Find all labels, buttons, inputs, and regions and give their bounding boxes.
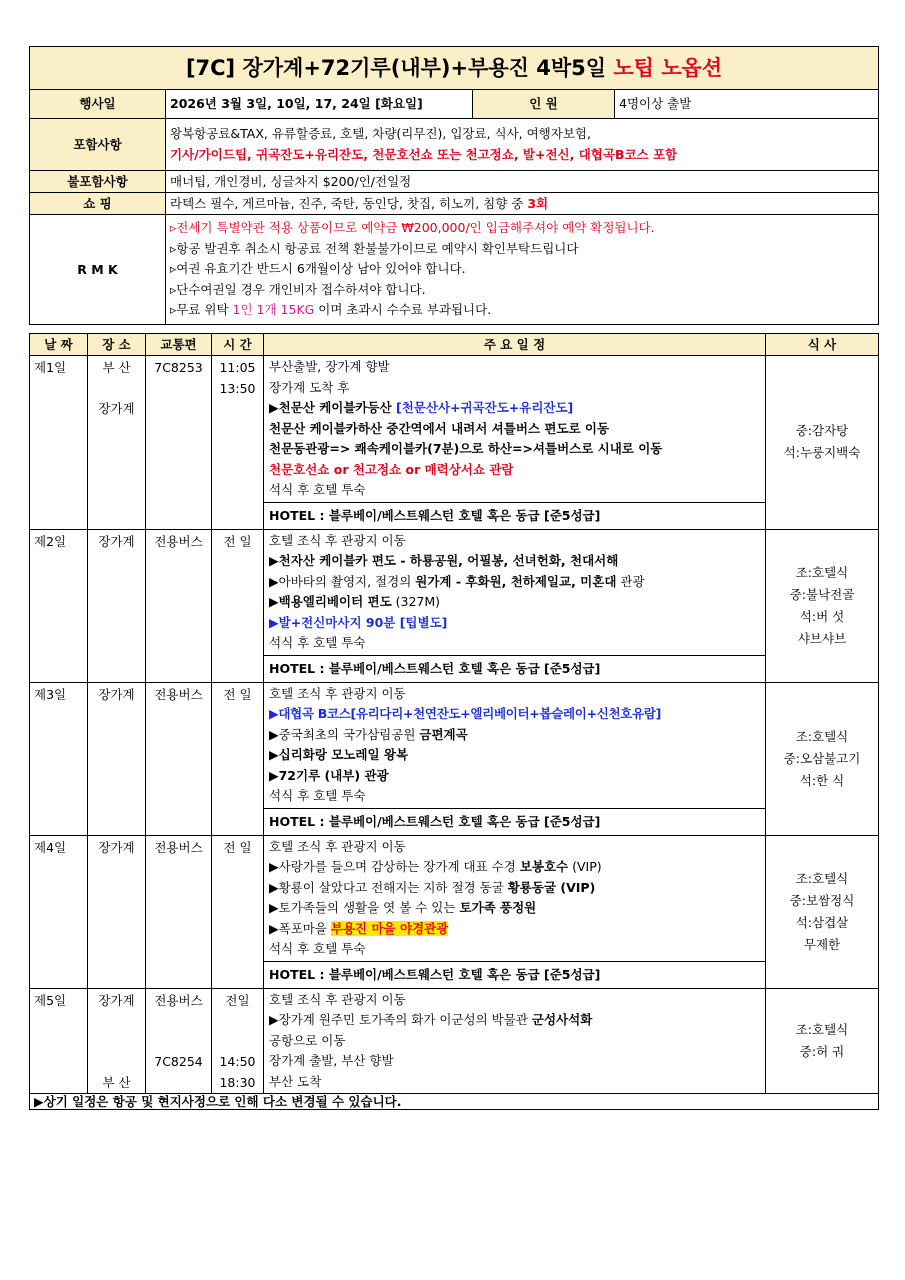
day-schedule: 호텔 조식 후 관광지 이동 ▶사랑가를 들으며 감상하는 장가계 대표 수경 보봉호수 (VIP) ▶황룡이 살았다고 전해지는 지하 절경 동굴 황룡동굴 (VIP) ▶토가족들의 생활을 엿 볼 수 있는 토가족 풍정원 ▶폭포마을 부용진 마을 야경관광 석식 후 호텔 투숙 HOTEL : 블루베이/베스트웨스턴 호텔 혹은 동급 [준5성급]: [264, 835, 766, 988]
day-label: 제1일: [30, 356, 88, 530]
day-row: [30, 835, 879, 988]
day-place: 부 산 장가계: [88, 356, 146, 530]
day-schedule: 부산출발, 장가계 향발 장가계 도착 후 ▶천문산 케이블카등산 [천문산사+귀곡잔도+유리잔도] 천문산 케이블카하산 중간역에서 내려서 셔틀버스 편도로 이동 천문동관광=> 쾌속케이블카(7분)으로 하산=>셔틀버스로 시내로 이동 천문호선쇼 or 천고정쇼 or 매력상서쇼 관람 석식 후 호텔 투숙 HOTEL : 블루베이/베스트웨스턴 호텔 혹은 동급 [준5성급]: [264, 356, 766, 530]
day-transport: 전용버스 7C8254: [146, 988, 212, 1094]
day-transport: 전용버스: [146, 529, 212, 682]
day-label: 제5일: [30, 988, 88, 1094]
day-meals: 조:호텔식 중:오삼불고기 석:한 식: [766, 682, 879, 835]
shopping-value: 라텍스 필수, 게르마늄, 진주, 죽탄, 동인당, 찻집, 히노끼, 침향 중 3회: [166, 193, 879, 215]
day-row: [30, 529, 879, 682]
excluded-value: 매너팁, 개인경비, 싱글차지 $200/인/전일정: [166, 171, 879, 193]
page-title: [7C] 장가계+72기루(내부)+부용진 4박5일 노팁 노옵션: [30, 47, 879, 90]
rmk-notes: ▹전세기 특별약관 적용 상품이므로 예약금 ₩200,000/인 입금해주셔야 예약 확정됩니다. ▹항공 발권후 취소시 항공료 전책 환불불가이므로 예약시 확인부탁드립니다 ▹여권 유효기간 반드시 6개월이상 남아 있어야 합니다. ▹단수여권일 경우 개인비자 접수하셔야 합니다. ▹무료 위탁 1인 1개 15KG 이며 초과시 수수료 부과됩니다.: [166, 215, 879, 325]
shopping-label: 쇼 핑: [30, 193, 166, 215]
day-time: 전일 14:50 18:30: [212, 988, 264, 1094]
itinerary-document: [29, 46, 878, 1110]
hotel-line: HOTEL : 블루베이/베스트웨스턴 호텔 혹은 동급 [준5성급]: [264, 808, 765, 835]
day-meals: 중:감자탕 석:누룽지백숙: [766, 356, 879, 530]
day-time: 전 일: [212, 835, 264, 988]
day-schedule: 호텔 조식 후 관광지 이동 ▶대협곡 B코스[유리다리+천연잔도+엘리베이터+봅슬레이+신천호유람] ▶중국최초의 국가삼림공원 금편계곡 ▶십리화랑 모노레일 왕복 ▶72기루 (내부) 관광 석식 후 호텔 투숙 HOTEL : 블루베이/베스트웨스턴 호텔 혹은 동급 [준5성급]: [264, 682, 766, 835]
day-place: 장가계: [88, 835, 146, 988]
day-time: 11:05 13:50: [212, 356, 264, 530]
day-label: 제2일: [30, 529, 88, 682]
day-row: [30, 356, 879, 530]
excluded-label: 불포함사항: [30, 171, 166, 193]
day-transport: 7C8253: [146, 356, 212, 530]
rmk-label: R M K: [30, 215, 166, 325]
day-label: 제4일: [30, 835, 88, 988]
day-schedule: 호텔 조식 후 관광지 이동 ▶장가계 원주민 토가족의 화가 이군성의 박물관 군성사석화 공항으로 이동 장가계 출발, 부산 향발 부산 도착: [264, 988, 766, 1094]
day-meals: 조:호텔식 중:보쌈정식 석:삼겹살 무제한: [766, 835, 879, 988]
day-label: 제3일: [30, 682, 88, 835]
day-row: [30, 682, 879, 835]
day-place: 장가계 부 산: [88, 988, 146, 1094]
day-transport: 전용버스: [146, 835, 212, 988]
hotel-line: HOTEL : 블루베이/베스트웨스턴 호텔 혹은 동급 [준5성급]: [264, 655, 765, 682]
pax-label: 인 원: [473, 90, 615, 119]
day-transport: 전용버스: [146, 682, 212, 835]
day-place: 장가계: [88, 529, 146, 682]
day-meals: 조:호텔식 중:허 궈: [766, 988, 879, 1094]
header-time: 시 간: [212, 334, 264, 356]
included-value: 왕복항공료&TAX, 유류할증료, 호텔, 차량(리무진), 입장료, 식사, 여행자보험, 기사/가이드팁, 귀곡잔도+유리잔도, 천문호선쇼 또는 천고정쇼, 발+전신, 대협곡B코스 포함: [166, 119, 879, 171]
header-day: 날 짜: [30, 334, 88, 356]
day-meals: 조:호텔식 중:불낙전골 석:버 섯 샤브샤브: [766, 529, 879, 682]
footer-note: ▶상기 일정은 항공 및 현지사정으로 인해 다소 변경될 수 있습니다.: [30, 1094, 879, 1110]
date-label: 행사일: [30, 90, 166, 119]
day-time: 전 일: [212, 529, 264, 682]
pax-value: 4명이상 출발: [615, 90, 879, 119]
day-time: 전 일: [212, 682, 264, 835]
hotel-line: HOTEL : 블루베이/베스트웨스턴 호텔 혹은 동급 [준5성급]: [264, 961, 765, 988]
date-value: 2026년 3월 3일, 10일, 17, 24일 [화요일]: [166, 90, 473, 119]
day-schedule: 호텔 조식 후 관광지 이동 ▶천자산 케이블카 편도 - 하룡공원, 어필봉, 선녀헌화, 천대서해 ▶아바타의 촬영지, 절경의 원가계 - 후화원, 천하제일교, 미혼대 관광 ▶백용엘리베이터 편도 (327M) ▶발+전신마사지 90분 [팁별도] 석식 후 호텔 투숙 HOTEL : 블루베이/베스트웨스턴 호텔 혹은 동급 [준5성급]: [264, 529, 766, 682]
header-meal: 식 사: [766, 334, 879, 356]
day-place: 장가계: [88, 682, 146, 835]
header-place: 장 소: [88, 334, 146, 356]
hotel-line: HOTEL : 블루베이/베스트웨스턴 호텔 혹은 동급 [준5성급]: [264, 502, 765, 529]
itinerary-table: [29, 333, 879, 1110]
info-table: [29, 46, 879, 325]
included-label: 포함사항: [30, 119, 166, 171]
header-schedule: 주 요 일 정: [264, 334, 766, 356]
header-transport: 교통편: [146, 334, 212, 356]
day-row: [30, 988, 879, 1094]
